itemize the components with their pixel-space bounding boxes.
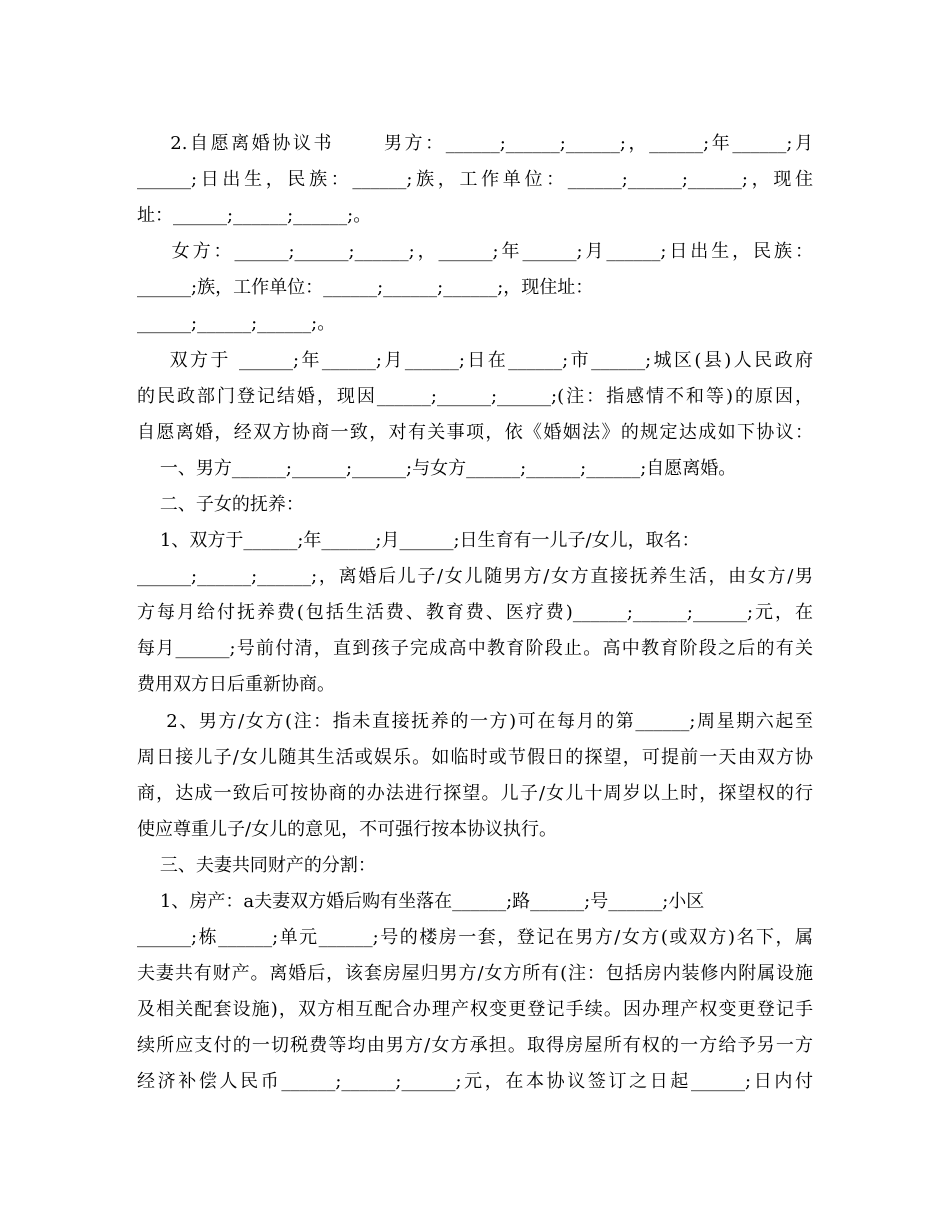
- text-line: 二、子女的抚养：: [137, 493, 304, 515]
- agreement-body: [137, 126, 813, 1101]
- text-line: ______;日出生，民族：______;族，工作单位：______;______;______;，现住: [137, 169, 813, 191]
- text-line: 址：______;______;______;。: [137, 205, 372, 227]
- text-line: 女方：______;______;______;，______;年______;月______;日出生，民族：: [137, 241, 813, 263]
- text-line: 每月______;号前付清，直到孩子完成高中教育阶段止。高中教育阶段之后的有关: [137, 638, 813, 660]
- text-line: ______;栋______;单元______;号的楼房一套，登记在男方/女方(或双方)名下，属: [137, 927, 813, 949]
- text-line: 双方于 ______;年______;月______;日在______;市______;城区(县)人民政府: [137, 349, 813, 371]
- text-line: 商，达成一致后可按协商的办法进行探望。儿子/女儿十周岁以上时，探望权的行: [137, 782, 813, 804]
- text-line: 周日接儿子/女儿随其生活或娱乐。如临时或节假日的探望，可提前一天由双方协: [137, 746, 813, 768]
- text-line: 续所应支付的一切税费等均由男方/女方承担。取得房屋所有权的一方给予另一方: [137, 1035, 813, 1057]
- text-line: ______;______;______;。: [137, 313, 336, 335]
- text-line: 夫妻共有财产。离婚后，该套房屋归男方/女方所有(注：包括房内装修内附属设施: [137, 963, 813, 985]
- text-line: 及相关配套设施)，双方相互配合办理产权变更登记手续。因办理产权变更登记手: [137, 999, 813, 1021]
- text-line: 的民政部门登记结婚，现因______;______;______;(注：指感情不和等)的原因，: [137, 385, 813, 407]
- text-line: 一、男方______;______;______;与女方______;______;______;自愿离婚。: [137, 457, 737, 479]
- text-line: 方每月给付抚养费(包括生活费、教育费、医疗费)______;______;______;元，在: [137, 602, 813, 624]
- text-line: 经济补偿人民币______;______;______;元，在本协议签订之日起______;日内付: [137, 1071, 813, 1093]
- text-line: 自愿离婚，经双方协商一致，对有关事项，依《婚姻法》的规定达成如下协议：: [137, 421, 813, 443]
- text-line: 2、男方/女方(注：指未直接抚养的一方)可在每月的第______;周星期六起至: [137, 710, 813, 732]
- text-line: ______;______;______;，离婚后儿子/女儿随男方/女方直接抚养生活，由女方/男: [137, 566, 813, 588]
- text-line: ______;族，工作单位：______;______;______;，现住址：: [137, 277, 594, 299]
- text-line: 使应尊重儿子/女儿的意见，不可强行按本协议执行。: [137, 818, 558, 840]
- text-line: 2.自愿离婚协议书 男方：______;______;______;，______;年______;月: [137, 133, 813, 154]
- text-line: 费用双方日后重新协商。: [137, 674, 335, 696]
- text-line: 1、双方于______;年______;月______;日生育有一儿子/女儿，取名：: [137, 530, 700, 552]
- text-line: 1、房产：a夫妻双方婚后购有坐落在______;路______;号______;小区: [137, 890, 705, 912]
- text-line: 三、夫妻共同财产的分割：: [137, 854, 376, 876]
